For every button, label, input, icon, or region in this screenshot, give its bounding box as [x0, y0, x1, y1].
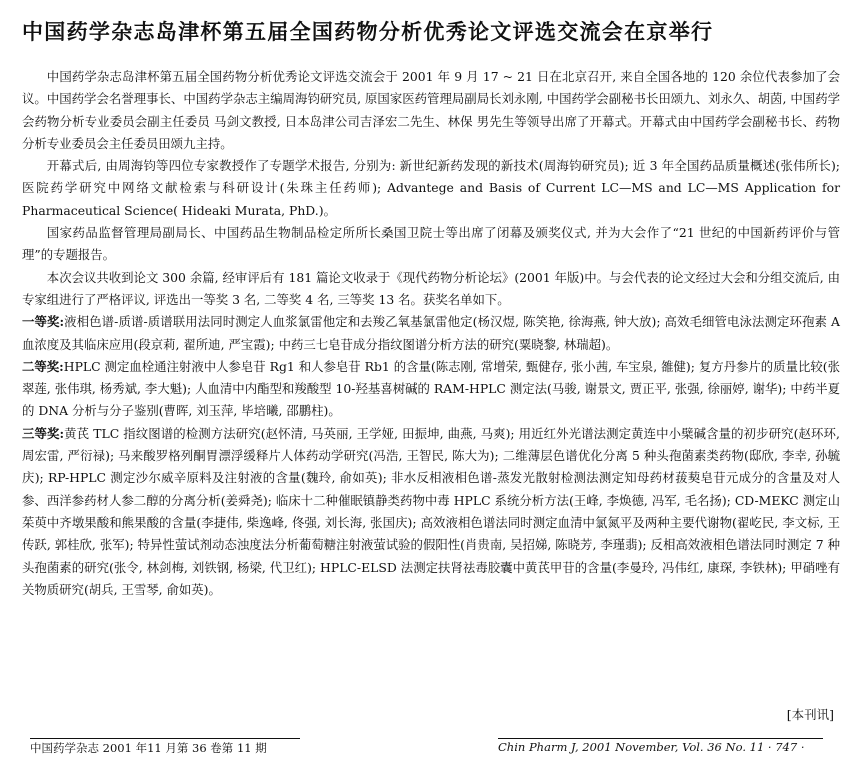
first-prize-label: 一等奖:	[22, 314, 65, 330]
footer-journal-en: Chin Pharm J, 2001 November, Vol. 36 No. 11 · 747 ·	[498, 738, 823, 754]
second-prize-list: HPLC 测定血栓通注射液中人参皂苷 Rg1 和人参皂苷 Rb1 的含量(陈志刚, 常增荣, 甄健存, 张小茜, 车宝泉, 雒健); 复方丹参片的质量比较(张翠莲, 张伟琪, 杨秀斌, 李大魁); 人血清中内酯型和羧酸型 10-羟基喜树碱的 RAM-HPLC 测定法(马骏, 谢景文, 贾正平, 张强, 徐丽婷, 谢华); 中药半夏的 DNA 分析与分子鉴别(曹晖, 刘玉萍, 毕培曦, 邵鹏柱)。	[22, 358, 840, 419]
third-prize-list: 黄芪 TLC 指纹图谱的检测方法研究(赵怀清, 马英丽, 王学娅, 田振坤, 曲燕, 马爽); 用近红外光谱法测定黄连中小檗碱含量的初步研究(赵环环, 周宏雷, 严衍禄); 马来酸罗格列酮胃漂浮缓释片人体药动学研究(冯浩, 王智民, 陈大为); 二维薄层色谱优化分离 5 种头孢菌素类药物(邸欣, 李幸, 孙毓庆); RP-HPLC 测定沙尔威辛原料及注射液的含量(魏玲, 俞如英); 非水反相液相色谱-蒸发光散射检测法测定知母药材菝葜皂苷元成分的含量及对人参、西洋参药材人参二醇的分离分析(姜舜尧); 临床十二种催眠镇静类药物中毒 HPLC 系统分析方法(王峰, 李焕德, 冯军, 毛名扬); CD-MEKC 测定山茱萸中齐墩果酸和熊果酸的含量(李捷伟, 柴逸峰, 佟强, 刘长海, 张国庆); 高效液相色谱法同时测定血清中氯氮平及两种主要代谢物(翟屹民, 李文标, 王传跃, 郭桂欣, 张军); 特异性萤试剂动态浊度法分析葡萄糖注射液萤试验的假阳性(肖贵南, 吴招娣, 陈晓芳, 李瑾翡); 反相高效液相色谱法同时测定 7 种头孢菌素的研究(张令, 林剑梅, 刘铁钢, 杨梁, 代卫红); HPLC-ELSD 法测定扶肾祛毒胶囊中黄芪甲苷的含量(李曼玲, 冯伟红, 康琛, 李铁林); 甲硝唑有关物质研究(胡兵, 王雪琴, 俞如英)。	[22, 425, 840, 597]
third-prize-label: 三等奖:	[22, 425, 65, 441]
paragraph-reports: 开幕式后, 由周海钧等四位专家教授作了专题学术报告, 分别为: 新世纪新药发现的新技术(周海钧研究员); 近 3 年全国药品质量概述(张伟所长); 医院药学研究中网络文献检索与科研设计(朱珠主任药师); Advantege and Basis of Current LC—MS and LC—MS Application for Pharmaceutical Science( Hideaki Murata, PhD.)。	[22, 158, 840, 218]
second-prize-label: 二等奖:	[22, 358, 64, 374]
paragraph-papers: 本次会议共收到论文 300 余篇, 经审评后有 181 篇论文收录于《现代药物分析论坛》(2001 年版)中。与会代表的论文经过大会和分组交流后, 由专家组进行了严格评议, 评选出一等奖 3 名, 二等奖 4 名, 三等奖 13 名。获奖名单如下。	[22, 269, 840, 307]
article-body	[22, 66, 840, 601]
third-prize-entry	[22, 423, 840, 601]
article-title: 中国药学杂志岛津杯第五届全国药物分析优秀论文评选交流会在京举行	[22, 20, 714, 44]
paragraph-closing: 国家药品监督管理局副局长、中国药品生物制品检定所所长桑国卫院士等出席了闭幕及颁奖仪式, 并为大会作了“21 世纪的中国新药评价与管理”的专题报告。	[22, 225, 840, 263]
paragraph-opening: 中国药学杂志岛津杯第五届全国药物分析优秀论文评选交流会于 2001 年 9 月 17 ~ 21 日在北京召开, 来自全国各地的 120 余位代表参加了会议。中国药学会名誉理事长、中国药学杂志主编周海钧研究员, 原国家医药管理局副局长刘永刚, 中国药学会副秘书长田颂九、刘永久、胡茵, 中国药学会药物分析专业委员会副主任委员 马剑文教授, 日本岛津公司吉泽宏二先生、林保 男先生等领导出席了开幕式。开幕式由中国药学会副秘书长、药物分析专业委员会主任委员田颂九主持。	[22, 69, 840, 151]
footer-journal-cn: 中国药学杂志 2001 年11 月第 36 卷第 11 期	[30, 738, 300, 756]
second-prize-entry	[22, 356, 840, 423]
first-prize-list: 液相色谱-质谱-质谱联用法同时测定人血浆氯雷他定和去羧乙氧基氯雷他定(杨汉煜, 陈笑艳, 徐海燕, 钟大放); 高效毛细管电泳法测定环孢素 A 血浓度及其临床应用(段京莉, 翟所迪, 严宝霞); 中药三七皂苷成分指纹图谱分析方法的研究(粟晓黎, 林瑞超)。	[22, 314, 840, 352]
first-prize-entry	[22, 311, 840, 356]
source-note: [本刊讯]	[786, 707, 834, 722]
